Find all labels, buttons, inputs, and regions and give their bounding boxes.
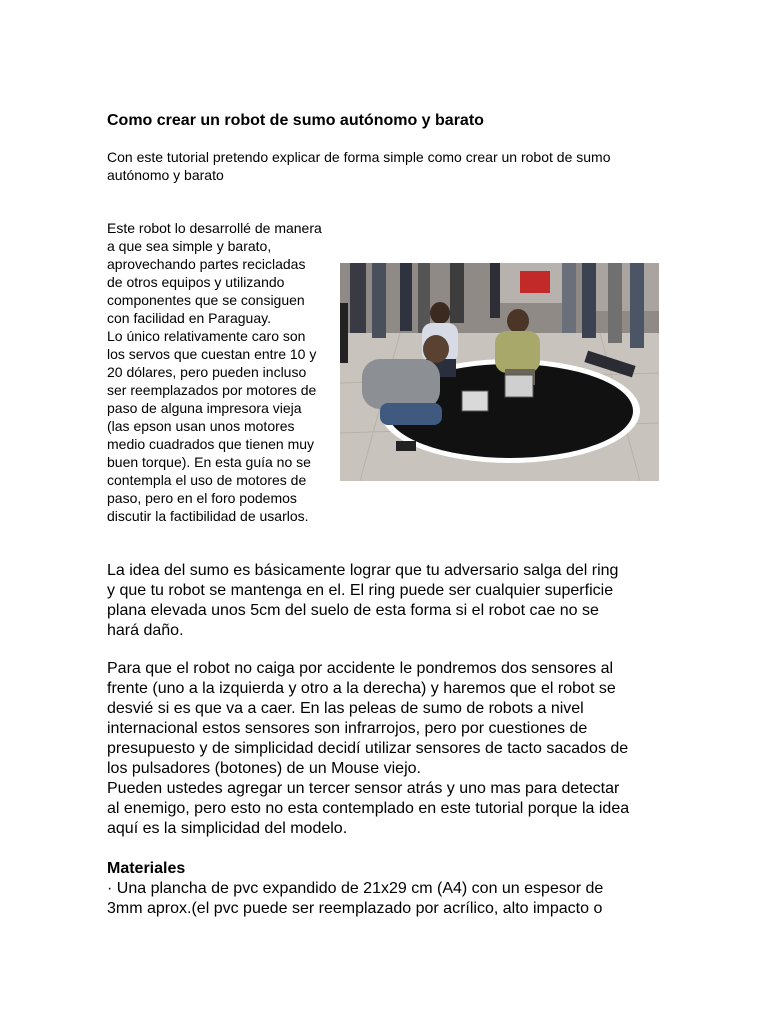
text-line: Este robot lo desarrollé de manera — [107, 220, 322, 236]
text-line: a que sea simple y barato, — [107, 238, 272, 254]
robot-description-paragraph — [107, 219, 347, 525]
text-line: 3mm aprox.(el pvc puede ser reemplazado por acrílico, alto impacto o — [107, 900, 603, 917]
text-line: frente (uno a la izquierda y otro a la derecha) y haremos que el robot se — [107, 680, 616, 697]
text-line: internacional estos sensores son infrarrojos, pero por cuestiones de — [107, 720, 588, 737]
text-line: buen torque). En esta guía no se — [107, 454, 311, 470]
text-line: · Una plancha de pvc expandido de 21x29 cm (A4) con un espesor de — [107, 880, 604, 897]
text-line: los servos que cuestan entre 10 y — [107, 346, 317, 362]
text-line: Lo único relativamente caro son — [107, 328, 306, 344]
document-title: Como crear un robot de sumo autónomo y barato — [107, 112, 484, 129]
text-line: componentes que se consiguen — [107, 292, 305, 308]
text-line: paso, pero en el foro podemos — [107, 490, 297, 506]
text-line: los pulsadores (botones) de un Mouse viejo. — [107, 760, 421, 777]
text-line: desvié si es que va a caer. En las peleas de sumo de robots a nivel — [107, 700, 584, 717]
text-line: medio cuadrados que tienen muy — [107, 436, 315, 452]
intro-line: Con este tutorial pretendo explicar de forma simple como crear un robot de sumo — [107, 149, 611, 165]
text-line: aprovechando partes recicladas — [107, 256, 306, 272]
text-line: presupuesto y de simplicidad decidí utilizar sensores de tacto sacados de — [107, 740, 629, 757]
text-line: plana elevada unos 5cm del suelo de esta forma si el robot cae no se — [107, 602, 599, 619]
intro-line: autónomo y barato — [107, 167, 224, 183]
text-line: La idea del sumo es básicamente lograr que tu adversario salga del ring — [107, 562, 619, 579]
text-line: con facilidad en Paraguay. — [107, 310, 271, 326]
sensors-paragraph — [107, 659, 667, 839]
text-line: Para que el robot no caiga por accidente le pondremos dos sensores al — [107, 660, 614, 677]
text-line: Pueden ustedes agregar un tercer sensor atrás y uno mas para detectar — [107, 780, 620, 797]
sumo-idea-paragraph — [107, 561, 667, 641]
text-line: ser reemplazados por motores de — [107, 382, 317, 398]
text-line: aquí es la simplicidad del modelo. — [107, 820, 348, 837]
text-line: paso de alguna impresora vieja — [107, 400, 302, 416]
materials-paragraph — [107, 879, 667, 919]
text-line: (las epson usan unos motores — [107, 418, 295, 434]
text-line: 20 dólares, pero pueden incluso — [107, 364, 307, 380]
text-line: al enemigo, pero esto no esta contemplado en este tutorial porque la idea — [107, 800, 630, 817]
intro-paragraph — [107, 148, 667, 184]
text-line: contempla el uso de motores de — [107, 472, 307, 488]
text-line: y que tu robot se mantenga en el. El ring puede ser cualquier superficie — [107, 582, 614, 599]
materials-heading: Materiales — [107, 860, 186, 877]
text-line: hará daño. — [107, 622, 184, 639]
text-line: de otros equipos y utilizando — [107, 274, 285, 290]
sumo-competition-photo — [340, 263, 659, 481]
text-line: discutir la factibilidad de usarlos. — [107, 508, 309, 524]
